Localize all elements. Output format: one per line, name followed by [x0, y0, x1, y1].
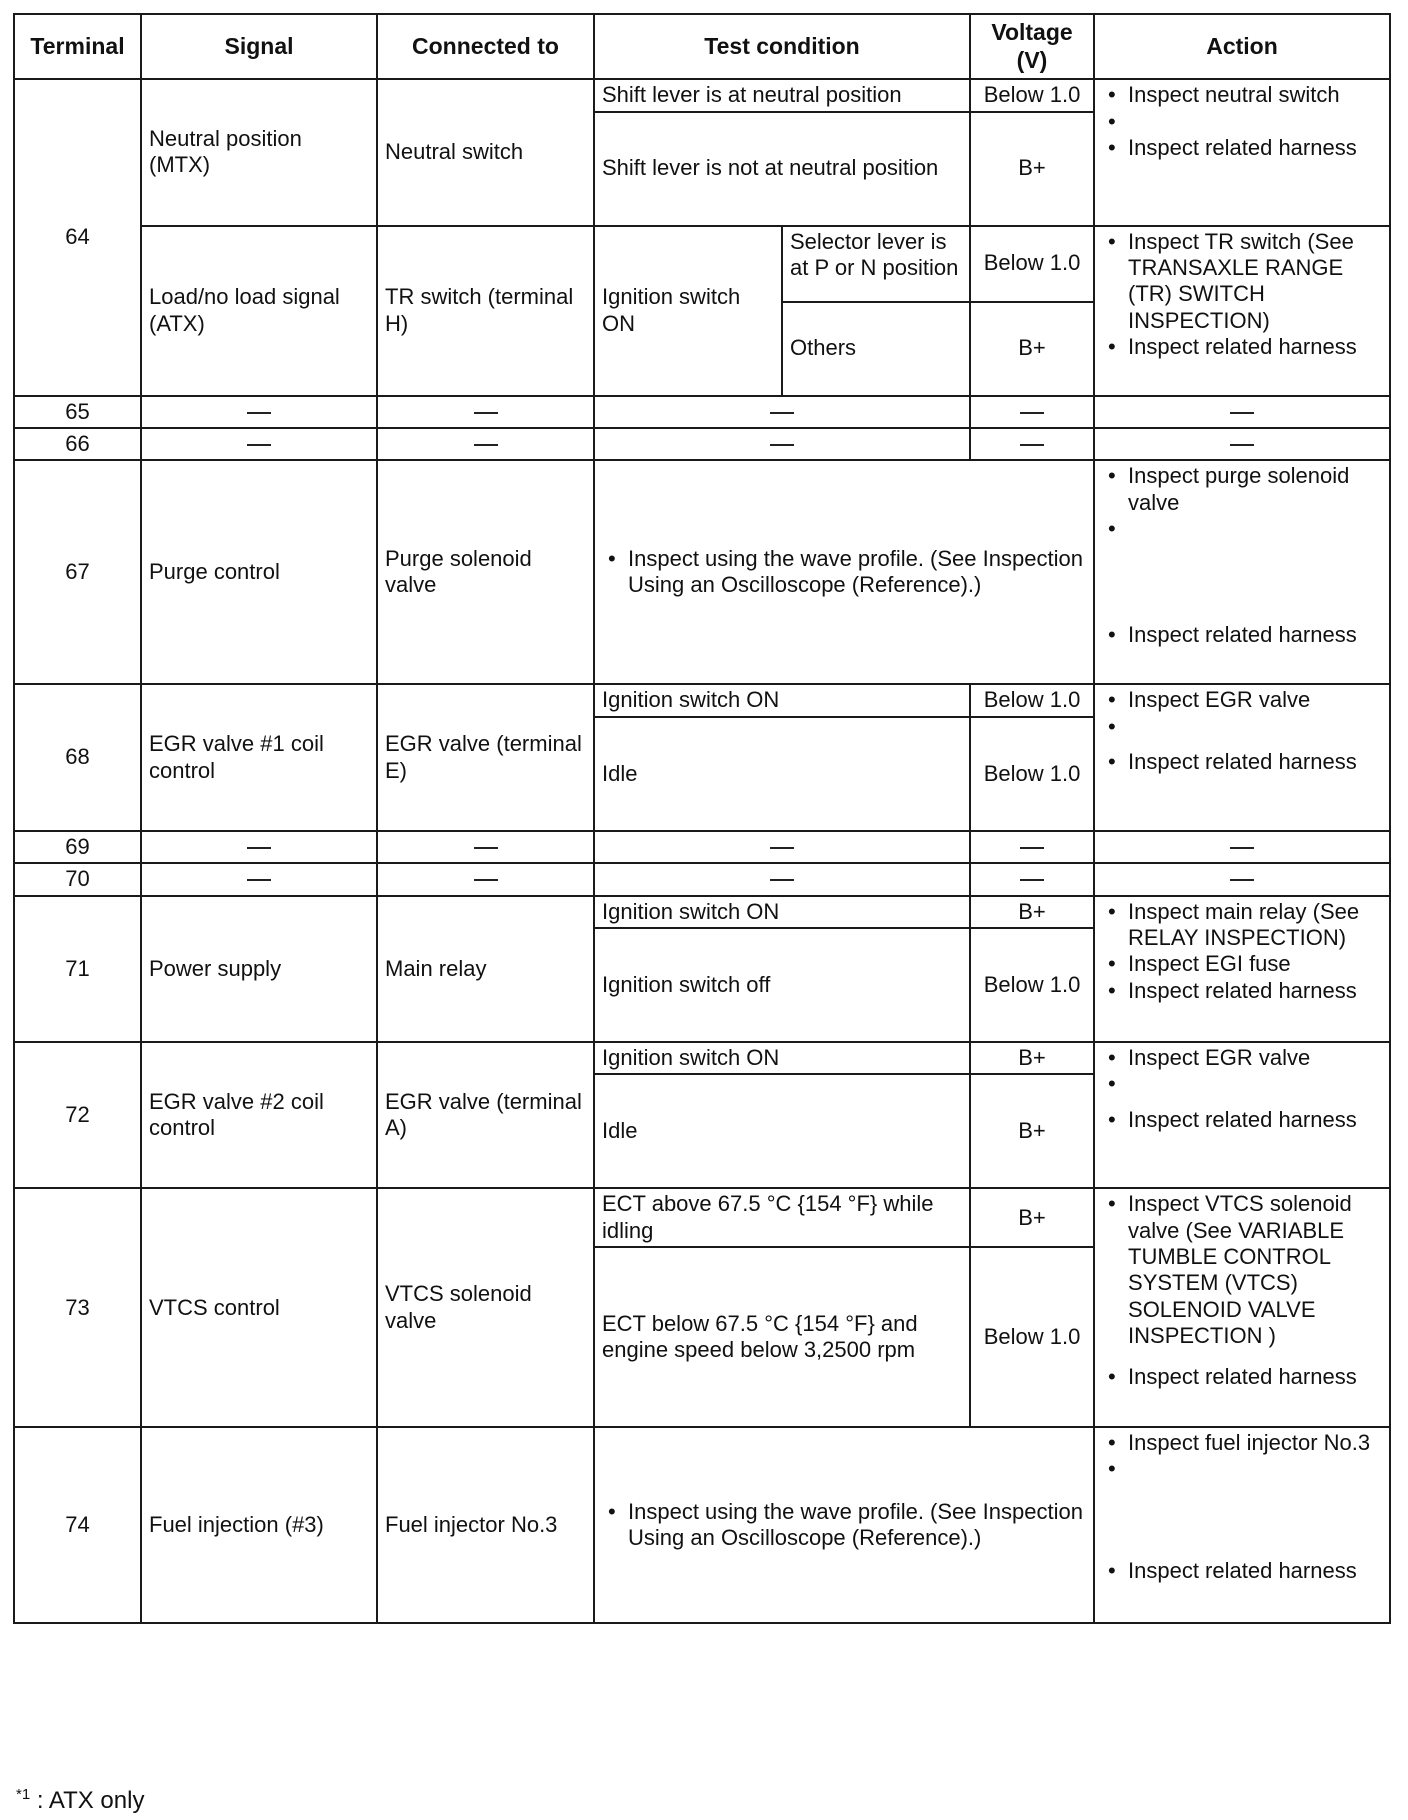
signal-cell: Load/no load signal (ATX): [141, 226, 377, 396]
dash: [770, 847, 794, 849]
action-item: • Inspect related harness: [1102, 1364, 1382, 1390]
connected-cell: EGR valve (terminal E): [377, 684, 594, 830]
condition-cell: Ignition switch off: [594, 928, 970, 1042]
condition-item: • Inspect using the wave profile. (See Inspection Using an Oscilloscope (Reference).): [602, 546, 1086, 599]
header-row: [14, 14, 1390, 79]
header-terminal: Terminal: [14, 14, 141, 79]
action-item: • Inspect fuel injector No.3: [1102, 1430, 1382, 1456]
footnote-text: : ATX only: [36, 1787, 145, 1814]
table-row: [14, 1427, 1390, 1623]
action-cell: [1094, 79, 1390, 225]
signal-cell: EGR valve #1 coil control: [141, 684, 377, 830]
action-item: • Inspect EGI fuse: [1102, 951, 1382, 977]
dash: [1020, 879, 1044, 881]
dash: [474, 444, 498, 446]
connected-cell: EGR valve (terminal A): [377, 1042, 594, 1188]
empty-cell: [377, 863, 594, 895]
dash: [474, 879, 498, 881]
spacer: [1102, 516, 1382, 622]
signal-cell: Neutral position (MTX): [141, 79, 377, 225]
voltage-cell: B+: [970, 302, 1094, 396]
condition-cell: Idle: [594, 717, 970, 831]
voltage-cell: B+: [970, 1042, 1094, 1074]
condition-cell: [594, 460, 1094, 684]
table-row: [14, 1188, 1390, 1247]
voltage-cell: Below 1.0: [970, 226, 1094, 302]
dash: [770, 412, 794, 414]
empty-cell: [1094, 428, 1390, 460]
condition-cell: [594, 1427, 1094, 1623]
terminal-cell: 72: [14, 1042, 141, 1188]
signal-cell: EGR valve #2 coil control: [141, 1042, 377, 1188]
dash: [1230, 412, 1254, 414]
voltage-cell: Below 1.0: [970, 79, 1094, 111]
empty-cell: [1094, 863, 1390, 895]
action-item: • Inspect related harness: [1102, 622, 1382, 648]
terminal-cell: 70: [14, 863, 141, 895]
spacer: [1102, 1071, 1382, 1106]
empty-cell: [970, 428, 1094, 460]
terminal-cell: 64: [14, 79, 141, 395]
dash: [770, 879, 794, 881]
action-item: • Inspect related harness: [1102, 334, 1382, 360]
table-row: [14, 460, 1390, 684]
action-item: • Inspect TR switch (See TRANSAXLE RANGE (TR) SWITCH INSPECTION): [1102, 229, 1382, 335]
terminal-inspection-table: [13, 13, 1391, 1624]
voltage-cell: B+: [970, 896, 1094, 928]
dash: [474, 412, 498, 414]
header-action: Action: [1094, 14, 1390, 79]
voltage-cell: Below 1.0: [970, 717, 1094, 831]
empty-cell: [970, 863, 1094, 895]
voltage-cell: B+: [970, 1188, 1094, 1247]
dash: [247, 412, 271, 414]
spacer: [1102, 714, 1382, 749]
empty-cell: [377, 428, 594, 460]
header-signal: Signal: [141, 14, 377, 79]
action-cell: [1094, 460, 1390, 684]
dash: [1020, 847, 1044, 849]
footnote: [16, 1786, 144, 1815]
terminal-cell: 67: [14, 460, 141, 684]
voltage-cell: Below 1.0: [970, 1247, 1094, 1427]
signal-cell: Fuel injection (#3): [141, 1427, 377, 1623]
empty-cell: [141, 428, 377, 460]
header-test-condition: Test condition: [594, 14, 970, 79]
table-row: [14, 1042, 1390, 1074]
table-row: [14, 896, 1390, 928]
voltage-cell: B+: [970, 112, 1094, 226]
terminal-cell: 65: [14, 396, 141, 428]
action-item: • Inspect main relay (See RELAY INSPECTION): [1102, 899, 1382, 952]
action-item: • Inspect EGR valve: [1102, 687, 1382, 713]
terminal-cell: 69: [14, 831, 141, 863]
action-cell: [1094, 1188, 1390, 1427]
action-cell: [1094, 1427, 1390, 1623]
connected-cell: Neutral switch: [377, 79, 594, 225]
empty-cell: [377, 396, 594, 428]
connected-cell: TR switch (terminal H): [377, 226, 594, 396]
condition-cell: ECT below 67.5 °C {154 °F} and engine speed below 3,2500 rpm: [594, 1247, 970, 1427]
empty-cell: [141, 396, 377, 428]
action-cell: [1094, 684, 1390, 830]
dash: [247, 847, 271, 849]
condition-cell: Ignition switch ON: [594, 226, 782, 396]
condition-cell: Shift lever is at neutral position: [594, 79, 970, 111]
action-item: • Inspect neutral switch: [1102, 82, 1382, 108]
condition-cell: Idle: [594, 1074, 970, 1188]
empty-cell: [970, 396, 1094, 428]
empty-cell: [594, 863, 970, 895]
condition-cell: Shift lever is not at neutral position: [594, 112, 970, 226]
action-cell: [1094, 226, 1390, 396]
dash: [1230, 879, 1254, 881]
spacer: [1102, 109, 1382, 135]
action-cell: [1094, 896, 1390, 1042]
action-item: • Inspect EGR valve: [1102, 1045, 1382, 1071]
dash: [1230, 444, 1254, 446]
dash: [474, 847, 498, 849]
empty-cell: [141, 863, 377, 895]
signal-cell: VTCS control: [141, 1188, 377, 1427]
action-item: • Inspect VTCS solenoid valve (See VARIABLE TUMBLE CONTROL SYSTEM (VTCS) SOLENOID VALVE INSPECTION ): [1102, 1191, 1382, 1349]
action-item: • Inspect purge solenoid valve: [1102, 463, 1382, 516]
sub-condition-cell: Selector lever is at P or N position: [782, 226, 970, 302]
condition-cell: Ignition switch ON: [594, 1042, 970, 1074]
table-row: [14, 79, 1390, 111]
empty-cell: [377, 831, 594, 863]
dash: [1230, 847, 1254, 849]
table-row: [14, 831, 1390, 863]
terminal-cell: 73: [14, 1188, 141, 1427]
sub-condition-cell: Others: [782, 302, 970, 396]
header-connected-to: Connected to: [377, 14, 594, 79]
empty-cell: [594, 396, 970, 428]
table-row: [14, 863, 1390, 895]
dash: [247, 444, 271, 446]
action-item: • Inspect related harness: [1102, 1558, 1382, 1584]
action-item: • Inspect related harness: [1102, 1107, 1382, 1133]
table-row: [14, 428, 1390, 460]
action-cell: [1094, 1042, 1390, 1188]
voltage-cell: Below 1.0: [970, 684, 1094, 716]
empty-cell: [1094, 831, 1390, 863]
condition-cell: Ignition switch ON: [594, 684, 970, 716]
empty-cell: [594, 428, 970, 460]
condition-item: • Inspect using the wave profile. (See Inspection Using an Oscilloscope (Reference).): [602, 1499, 1086, 1552]
dash: [247, 879, 271, 881]
empty-cell: [970, 831, 1094, 863]
action-item: • Inspect related harness: [1102, 135, 1382, 161]
empty-cell: [1094, 396, 1390, 428]
signal-cell: Purge control: [141, 460, 377, 684]
terminal-cell: 74: [14, 1427, 141, 1623]
action-item: • Inspect related harness: [1102, 978, 1382, 1004]
footnote-mark: *1: [16, 1786, 31, 1803]
connected-cell: VTCS solenoid valve: [377, 1188, 594, 1427]
header-voltage: Voltage (V): [970, 14, 1094, 79]
dash: [1020, 412, 1044, 414]
empty-cell: [594, 831, 970, 863]
condition-cell: ECT above 67.5 °C {154 °F} while idling: [594, 1188, 970, 1247]
signal-cell: Power supply: [141, 896, 377, 1042]
voltage-cell: Below 1.0: [970, 928, 1094, 1042]
table-row: [14, 684, 1390, 716]
connected-cell: Main relay: [377, 896, 594, 1042]
condition-cell: Ignition switch ON: [594, 896, 970, 928]
dash: [1020, 444, 1044, 446]
table-row: [14, 226, 1390, 302]
terminal-cell: 66: [14, 428, 141, 460]
terminal-cell: 71: [14, 896, 141, 1042]
dash: [770, 444, 794, 446]
empty-cell: [141, 831, 377, 863]
voltage-cell: B+: [970, 1074, 1094, 1188]
action-item: • Inspect related harness: [1102, 749, 1382, 775]
terminal-cell: 68: [14, 684, 141, 830]
connected-cell: Fuel injector No.3: [377, 1427, 594, 1623]
connected-cell: Purge solenoid valve: [377, 460, 594, 684]
spacer: [1102, 1456, 1382, 1557]
table-row: [14, 396, 1390, 428]
